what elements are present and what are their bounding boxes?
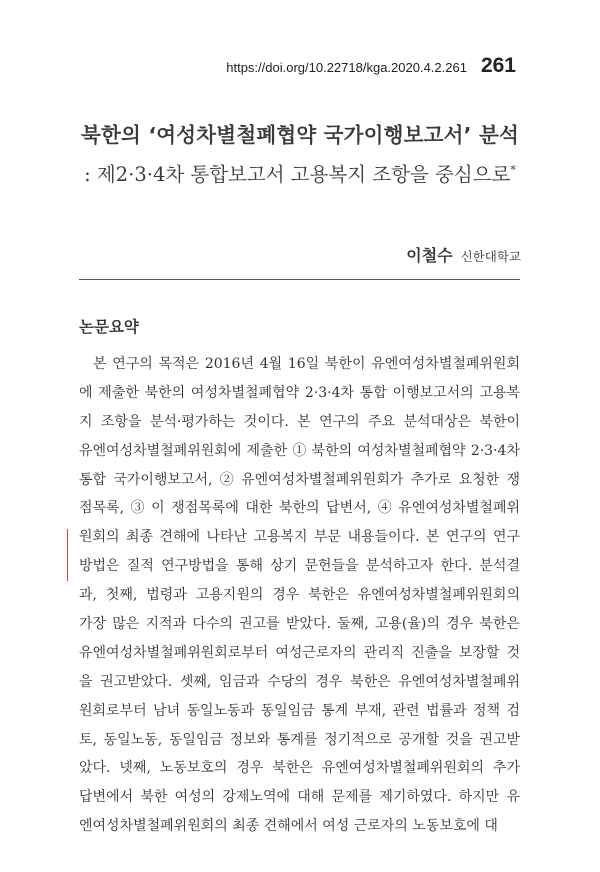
running-header — [226, 54, 516, 78]
abstract-line: 았다. 넷째, 노동보호의 경우 북한은 유엔여성차별철폐위원회의 추가 — [79, 760, 520, 777]
author-name: 이철수 — [406, 246, 453, 265]
abstract-line: 원회로부터 남녀 동일노동과 동일임금 통계 부재, 관련 법률과 정책 검 — [79, 702, 520, 719]
abstract-line: 지 조항을 분석·평가하는 것이다. 본 연구의 주요 분석대상은 북한이 — [79, 413, 520, 430]
doi-link[interactable]: https://doi.org/10.22718/kga.2020.4.2.261 — [226, 60, 467, 75]
page-number: 261 — [480, 54, 516, 77]
abstract-line: 방법은 질적 연구방법을 통해 상기 문헌들을 분석하고자 한다. 분석결 — [79, 558, 520, 575]
abstract-line: 유엔여성차별철폐위원회에 제출한 ① 북한의 여성차별철폐협약 2·3·4차 — [79, 442, 520, 459]
abstract-line: 점목록, ③ 이 쟁점목록에 대한 북한의 답변서, ④ 유엔여성차별철폐위 — [79, 500, 520, 517]
abstract-line: 본 연구의 목적은 2016년 4월 16일 북한이 유엔여성차별철폐위원회 — [93, 356, 520, 372]
author-block — [406, 243, 521, 266]
paper-title: 북한의 ‘여성차별철폐협약 국가이행보고서’ 분석 — [80, 123, 520, 147]
margin-annotation-mark — [67, 529, 68, 581]
abstract-line: 토, 동일노동, 동일임금 정보와 통계를 정기적으로 공개할 것을 권고받 — [79, 731, 520, 748]
subtitle-text: : 제2·3·4차 통합보고서 고용복지 조항을 중심으로 — [84, 163, 511, 186]
abstract-line: 답변에서 북한 여성의 강제노역에 대해 문제를 제기하였다. 하지만 유 — [79, 789, 520, 806]
footnote-mark[interactable]: * — [510, 163, 516, 177]
abstract-line: 유엔여성차별철폐위원회로부터 여성근로자의 관리직 진출을 보장할 것 — [79, 644, 520, 661]
abstract-heading: 논문요약 — [79, 318, 139, 336]
abstract-line: 가장 많은 지적과 다수의 권고를 받았다. 둘째, 고용(율)의 경우 북한은 — [79, 616, 520, 633]
abstract-line: 원회의 최종 견해에 나타난 고용복지 부문 내용들이다. 본 연구의 연구 — [79, 529, 520, 546]
author-affiliation: 신한대학교 — [460, 249, 521, 264]
abstract-line: 에 제출한 북한의 여성차별철폐협약 2·3·4차 통합 이행보고서의 고용복 — [79, 384, 520, 401]
abstract-body — [79, 350, 520, 841]
paper-subtitle — [0, 159, 600, 187]
abstract-line: 을 권고받았다. 셋째, 임금과 수당의 경우 북한은 유엔여성차별철폐위 — [79, 673, 520, 690]
abstract-line: 엔여성차별철폐위원회의 최종 견해에서 여성 근로자의 노동보호에 대 — [79, 818, 498, 835]
abstract-line: 과, 첫째, 법령과 고용지원의 경우 북한은 유엔여성차별철폐위원회의 — [79, 587, 520, 604]
title-divider — [79, 279, 520, 280]
abstract-line: 통합 국가이행보고서, ② 유엔여성차별철폐위원회가 추가로 요청한 쟁 — [79, 471, 520, 488]
